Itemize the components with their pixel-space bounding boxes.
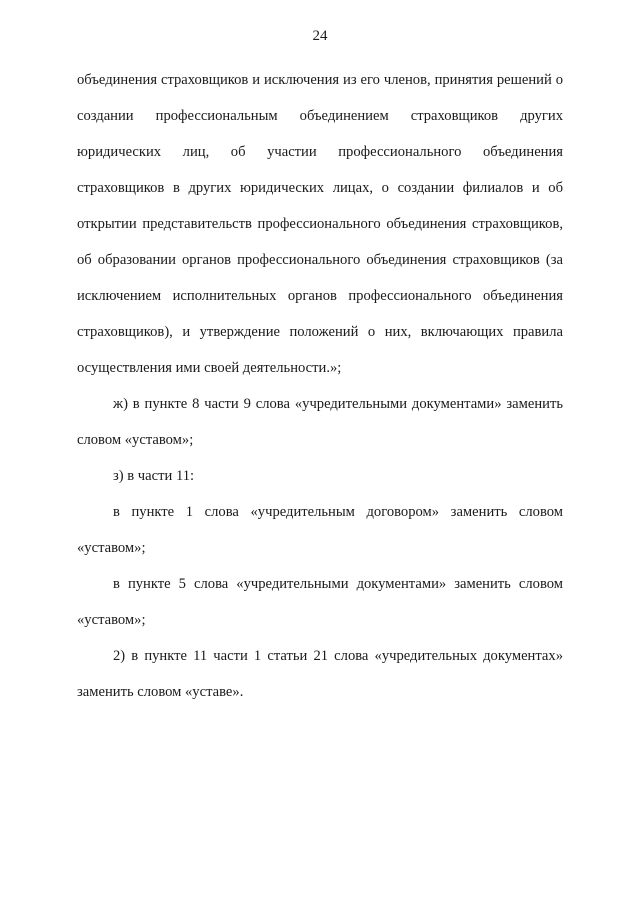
paragraph-point-1: в пункте 1 слова «учредительным договором» заменить словом «уставом»; <box>77 504 563 556</box>
document-body <box>77 62 563 710</box>
paragraph-item-2: 2) в пункте 11 части 1 статьи 21 слова «учредительных документах» заменить словом «уставе». <box>77 648 563 700</box>
paragraph-point-5: в пункте 5 слова «учредительными документами» заменить словом «уставом»; <box>77 576 563 628</box>
paragraph-item-z: з) в части 11: <box>113 468 195 484</box>
paragraph-item-zh: ж) в пункте 8 части 9 слова «учредительными документами» заменить словом «уставом»; <box>77 396 563 448</box>
page-number: 24 <box>312 28 328 44</box>
paragraph-continuation: объединения страховщиков и исключения из его членов, принятия решений о создании профессиональным объединением страховщиков других юридических лиц, об участии профессионального объединения страховщиков в других юридических лицах, о создании филиалов и об открытии представительств профессионального объединения страховщиков, об образовании органов профессионального объединения страховщиков (за исключением исполнительных органов профессионального объединения страховщиков), и утверждение положений о них, включающих правила осуществления ими своей деятельности.»; <box>77 72 563 376</box>
